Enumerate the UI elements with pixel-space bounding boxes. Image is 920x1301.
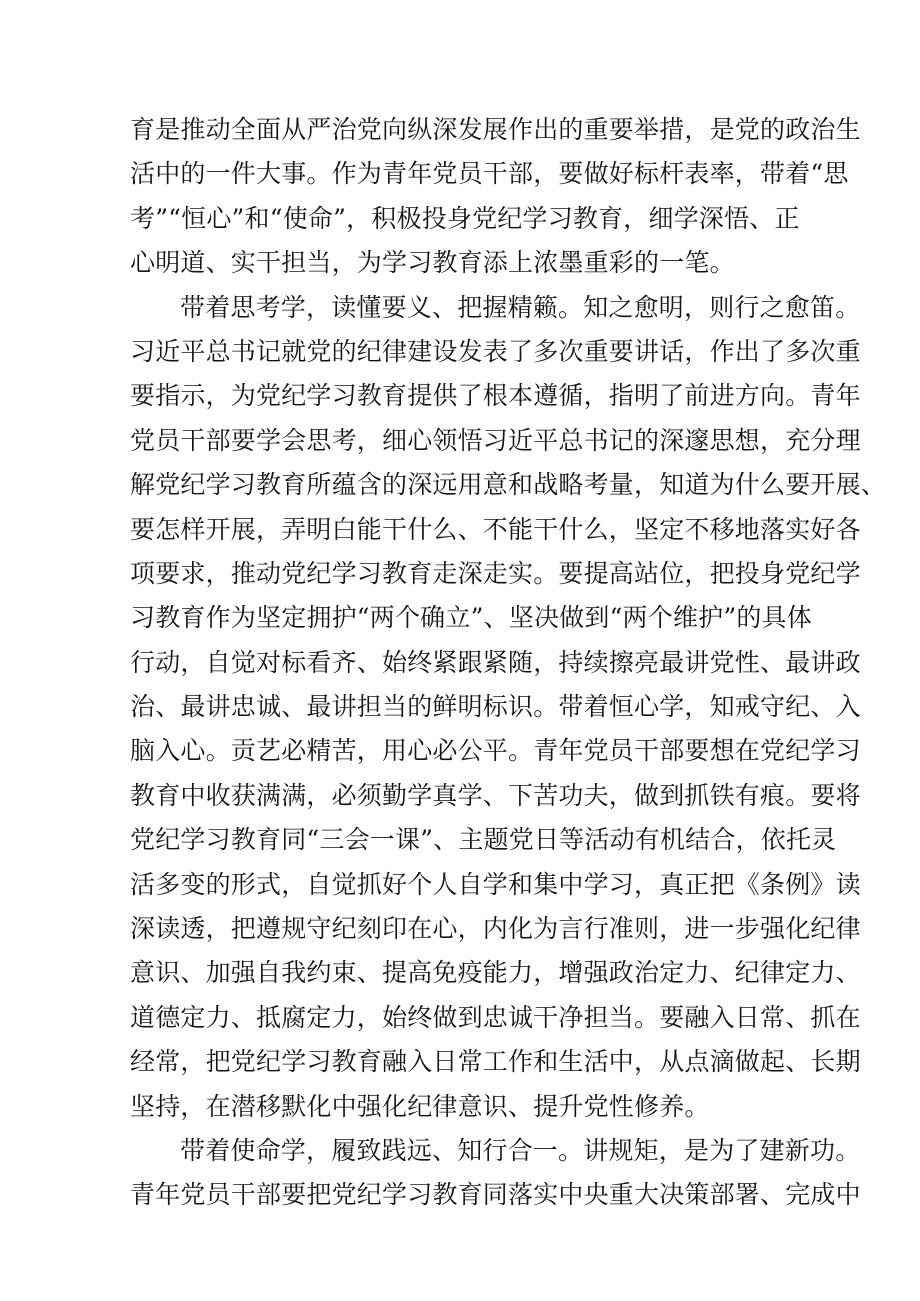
document-body	[130, 108, 887, 1218]
text-line: 经常，把党纪学习教育融入日常工作和生活中，从点滴做起、长期	[130, 1047, 861, 1077]
text-line: 行动，自觉对标看齐、始终紧跟紧随，持续擦亮最讲党性、最讲政	[130, 647, 861, 677]
text-line: 育是推动全面从严治党向纵深发展作出的重要举措，是党的政治生	[130, 115, 861, 144]
text-line: 习教育作为坚定拥护“两个确立”、坚决做到“两个维护”的具体	[130, 603, 812, 633]
text-line: 脑入心。贡艺必精苦，用心必公平。青年党员干部要想在党纪学习	[130, 736, 861, 766]
text-line: 习近平总书记就党的纪律建设发表了多次重要讲话，作出了多次重	[130, 336, 861, 366]
text-line: 活多变的形式，自觉抓好个人自学和集中学习，真正把《条例》读	[130, 869, 861, 899]
text-line: 考”“恒心”和“使命”，积极投身党纪学习教育，细学深悟、正	[130, 203, 800, 233]
text-line: 道德定力、抵腐定力，始终做到忠诚干净担当。要融入日常、抓在	[130, 1002, 861, 1032]
text-line: 要怎样开展，弄明白能干什么、不能干什么，坚定不移地落实好各	[130, 514, 861, 544]
text-line: 党纪学习教育同“三会一课”、主题党日等活动有机结合，依托灵	[130, 825, 837, 855]
text-line: 青年党员干部要把党纪学习教育同落实中央重大决策部署、完成中	[130, 1180, 861, 1210]
text-line: 心明道、实干担当，为学习教育添上浓墨重彩的一笔。	[130, 248, 735, 278]
text-line: 解党纪学习教育所蕴含的深远用意和战略考量，知道为什么要开展、	[130, 470, 887, 500]
text-line: 党员干部要学会思考，细心领悟习近平总书记的深邃思想，充分理	[130, 425, 861, 455]
paragraph-first-line: 带着思考学，读懂要义、把握精籁。知之愈明，则行之愈笛。	[180, 292, 861, 322]
text-line: 项要求，推动党纪学习教育走深走实。要提高站位，把投身党纪学	[130, 558, 861, 588]
text-line: 活中的一件大事。作为青年党员干部，要做好标杆表率，带着“思	[130, 159, 849, 189]
text-line: 深读透，把遵规守纪刻印在心，内化为言行准则，进一步强化纪律	[130, 914, 861, 944]
paragraph-first-line: 带着使命学，履致践远、知行合一。讲规矩，是为了建新功。	[180, 1135, 861, 1165]
text-line: 坚持，在潜移默化中强化纪律意识、提升党性修养。	[130, 1091, 710, 1121]
text-line: 教育中收获满满，必须勤学真学、下苦功夫，做到抓铁有痕。要将	[130, 780, 861, 810]
text-line: 要指示，为党纪学习教育提供了根本遵循，指明了前进方向。青年	[130, 381, 861, 411]
text-line: 治、最讲忠诚、最讲担当的鲜明标识。带着恒心学，知戒守纪、入	[130, 692, 861, 722]
text-line: 意识、加强自我约束、提高免疫能力，增强政治定力、纪律定力、	[130, 958, 861, 988]
